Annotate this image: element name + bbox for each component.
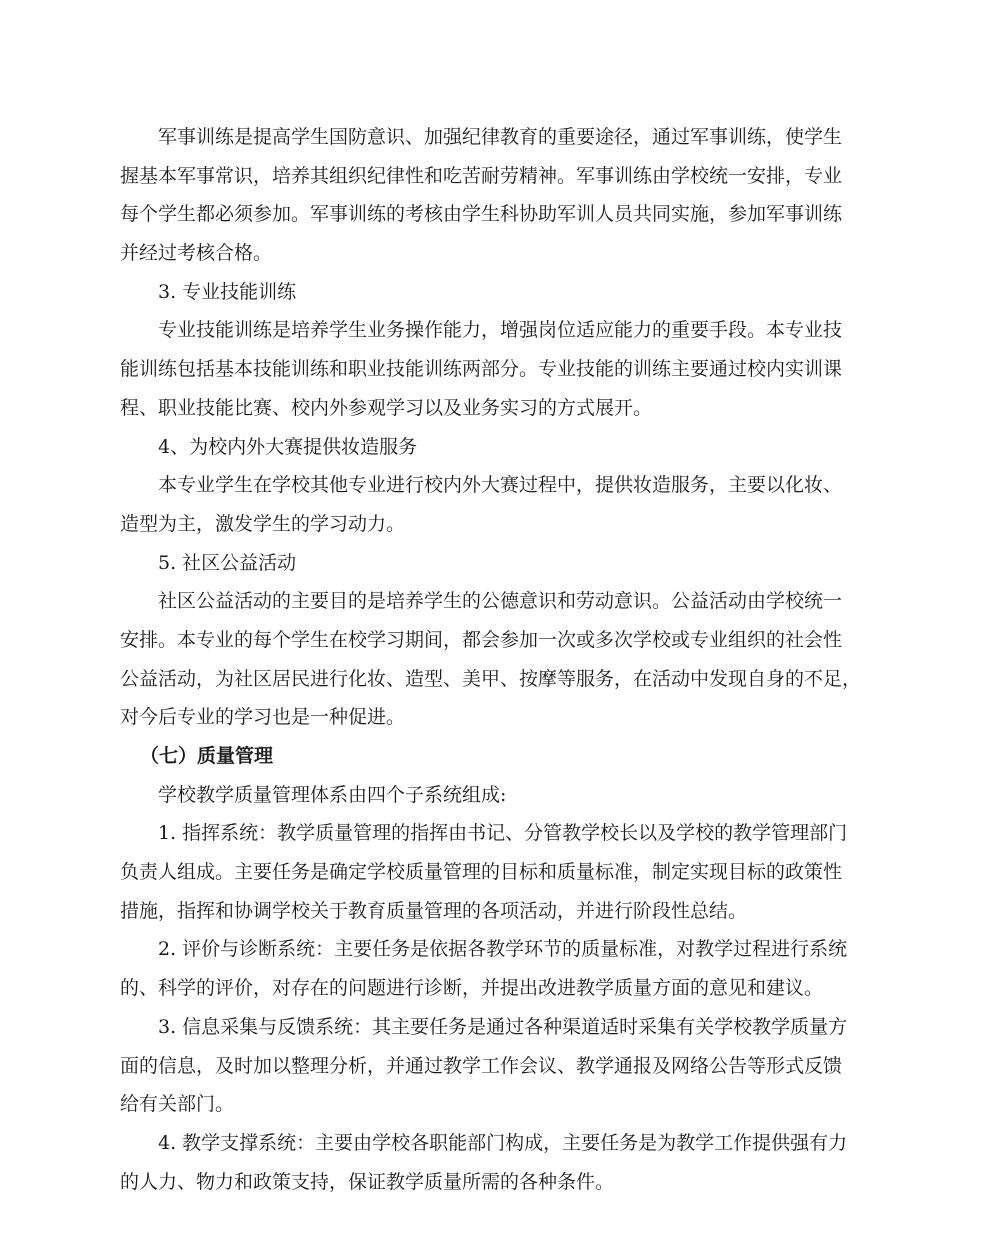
text-line: 本专业学生在学校其他专业进行校内外大赛过程中，提供妆造服务，主要以化妆、 — [158, 474, 843, 497]
text-line: 握基本军事常识，培养其组织纪律性和吃苦耐劳精神。军事训练由学校统一安排，专业 — [120, 164, 843, 187]
text-line: 公益活动，为社区居民进行化妆、造型、美甲、按摩等服务，在活动中发现自身的不足， — [120, 667, 862, 690]
text-line: 学校教学质量管理体系由四个子系统组成: — [158, 783, 507, 806]
text-line: 5. 社区公益活动 — [158, 551, 297, 574]
text-line: 3. 专业技能训练 — [158, 280, 297, 303]
text-line: 给有关部门。 — [120, 1093, 235, 1116]
text-line: 面的信息，及时加以整理分析，并通过教学工作会议、教学通报及网络公告等形式反馈 — [120, 1054, 843, 1077]
text-line: 并经过考核合格。 — [120, 242, 273, 265]
text-line: 的、科学的评价，对存在的问题进行诊断，并提出改进教学质量方面的意见和建议。 — [120, 977, 824, 1000]
text-line: 4、为校内外大赛提供妆造服务 — [158, 435, 418, 458]
text-line: 措施，指挥和协调学校关于教育质量管理的各项活动，并进行阶段性总结。 — [120, 899, 748, 922]
document-page — [120, 118, 888, 1201]
section-heading: （七）质量管理 — [140, 745, 274, 767]
text-line: 负责人组成。主要任务是确定学校质量管理的目标和质量标准，制定实现目标的政策性 — [120, 861, 843, 884]
text-line: 4. 教学支撑系统：主要由学校各职能部门构成，主要任务是为教学工作提供强有力 — [158, 1131, 848, 1154]
text-line: 2. 评价与诊断系统：主要任务是依据各教学环节的质量标准，对教学过程进行系统 — [158, 938, 848, 961]
text-line: 社区公益活动的主要目的是培养学生的公德意识和劳动意识。公益活动由学校统一 — [158, 590, 843, 613]
text-line: 1. 指挥系统：教学质量管理的指挥由书记、分管教学校长以及学校的教学管理部门 — [158, 822, 848, 845]
text-line: 军事训练是提高学生国防意识、加强纪律教育的重要途径，通过军事训练，使学生 — [158, 126, 843, 148]
text-line: 程、职业技能比赛、校内外参观学习以及业务实习的方式展开。 — [120, 396, 653, 419]
text-line: 安排。本专业的每个学生在校学习期间，都会参加一次或多次学校或专业组织的社会性 — [120, 628, 843, 651]
text-line: 对今后专业的学习也是一种促进。 — [120, 706, 406, 729]
text-line: 造型为主，激发学生的学习动力。 — [120, 512, 406, 535]
text-line: 能训练包括基本技能训练和职业技能训练两部分。专业技能的训练主要通过校内实训课 — [120, 358, 843, 381]
text-line: 的人力、物力和政策支持，保证教学质量所需的各种条件。 — [120, 1170, 615, 1193]
text-line: 每个学生都必须参加。军事训练的考核由学生科协助军训人员共同实施，参加军事训练 — [120, 203, 843, 226]
text-line: 专业技能训练是培养学生业务操作能力，增强岗位适应能力的重要手段。本专业技 — [158, 319, 843, 342]
text-line: 3. 信息采集与反馈系统：其主要任务是通过各种渠道适时采集有关学校教学质量方 — [158, 1015, 848, 1038]
